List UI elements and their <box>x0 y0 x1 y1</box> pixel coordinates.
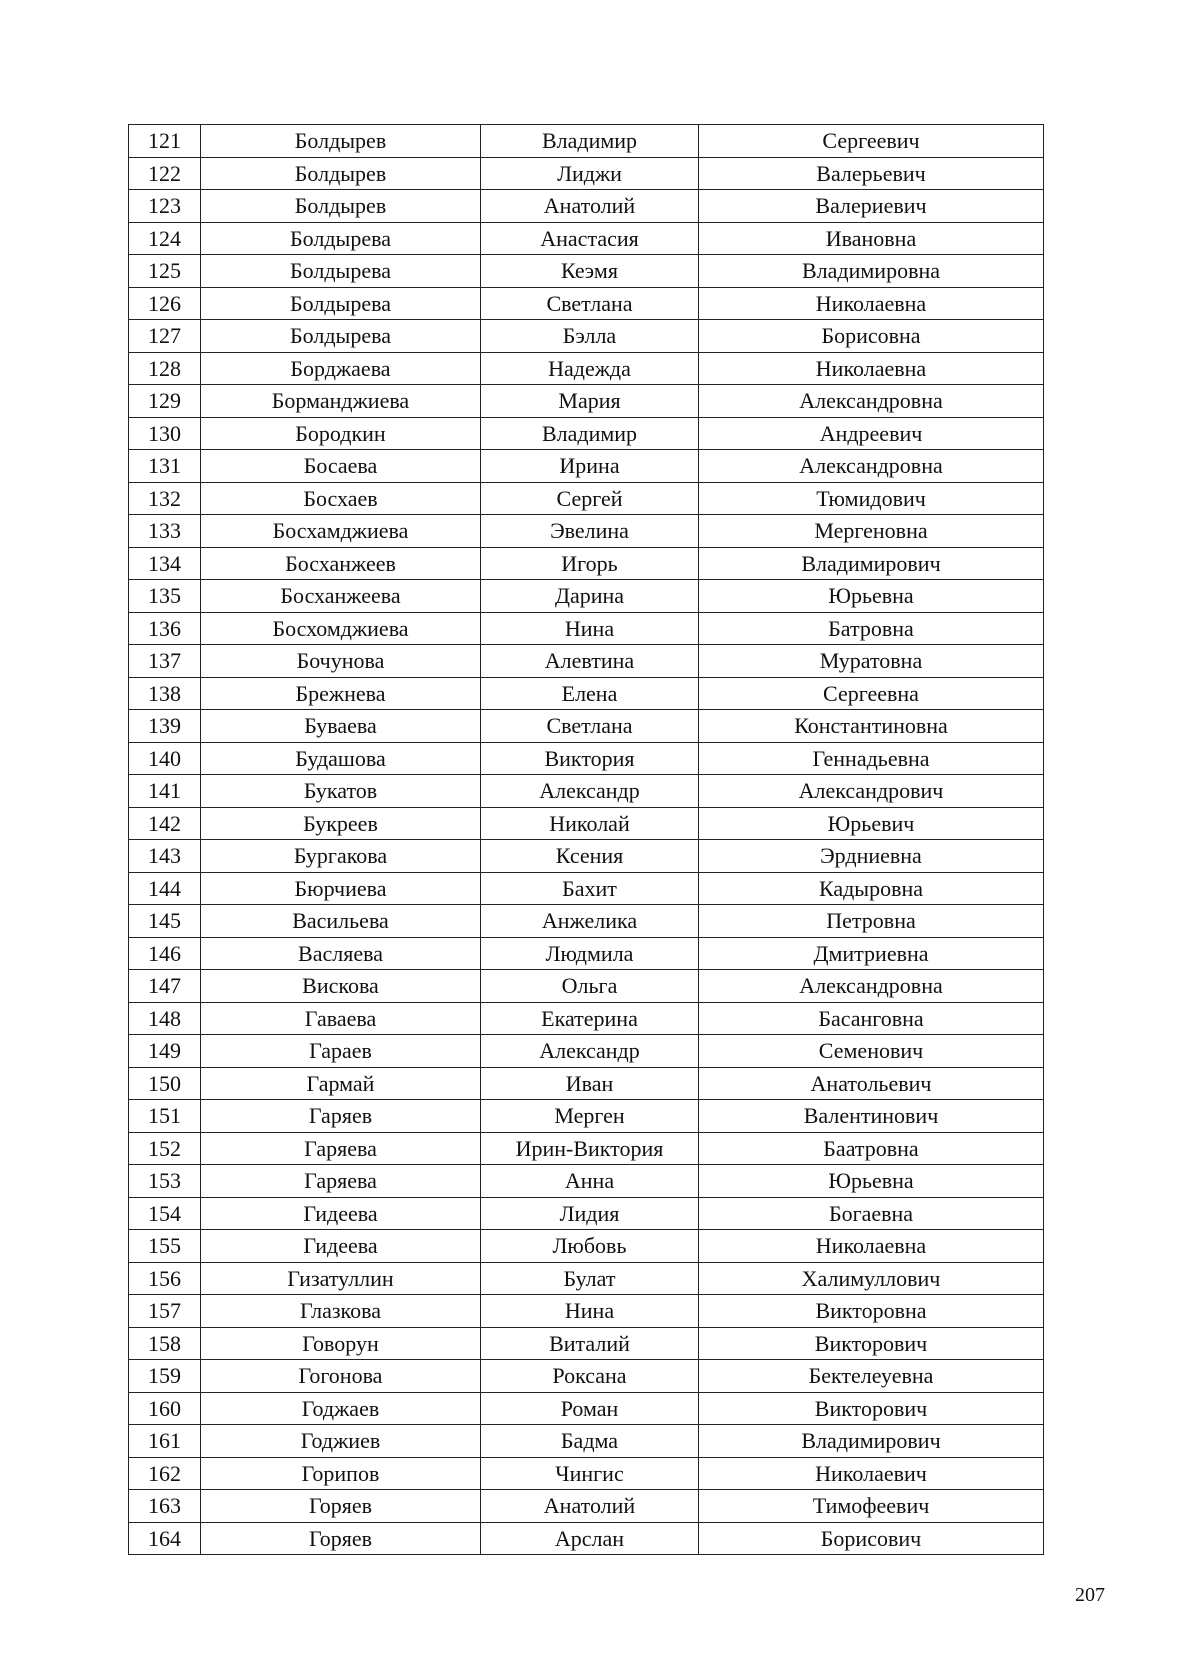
table-row <box>129 905 1044 938</box>
table-body <box>129 125 1044 1555</box>
first-name-cell: Алевтина <box>481 645 699 678</box>
last-name-cell: Букреев <box>201 807 481 840</box>
first-name-cell: Роксана <box>481 1360 699 1393</box>
last-name-cell: Болдырева <box>201 320 481 353</box>
first-name-cell: Анатолий <box>481 1490 699 1523</box>
first-name-cell: Владимир <box>481 125 699 158</box>
patronymic-cell: Батровна <box>699 612 1044 645</box>
first-name-cell: Нина <box>481 1295 699 1328</box>
patronymic-cell: Ивановна <box>699 222 1044 255</box>
first-name-cell: Арслан <box>481 1522 699 1555</box>
patronymic-cell: Борисовна <box>699 320 1044 353</box>
last-name-cell: Бюрчиева <box>201 872 481 905</box>
row-number-cell: 164 <box>129 1522 201 1555</box>
table-row <box>129 255 1044 288</box>
first-name-cell: Иван <box>481 1067 699 1100</box>
row-number-cell: 137 <box>129 645 201 678</box>
table-row <box>129 1457 1044 1490</box>
last-name-cell: Босханжеева <box>201 580 481 613</box>
row-number-cell: 131 <box>129 450 201 483</box>
first-name-cell: Любовь <box>481 1230 699 1263</box>
table-row <box>129 1197 1044 1230</box>
first-name-cell: Анатолий <box>481 190 699 223</box>
table-row <box>129 1295 1044 1328</box>
patronymic-cell: Юрьевна <box>699 1165 1044 1198</box>
last-name-cell: Букатов <box>201 775 481 808</box>
last-name-cell: Гаряев <box>201 1100 481 1133</box>
first-name-cell: Надежда <box>481 352 699 385</box>
first-name-cell: Кеэмя <box>481 255 699 288</box>
table-row <box>129 1035 1044 1068</box>
table-row <box>129 385 1044 418</box>
page-number: 207 <box>1075 1584 1105 1606</box>
row-number-cell: 121 <box>129 125 201 158</box>
row-number-cell: 126 <box>129 287 201 320</box>
first-name-cell: Мерген <box>481 1100 699 1133</box>
patronymic-cell: Баатровна <box>699 1132 1044 1165</box>
row-number-cell: 139 <box>129 710 201 743</box>
table-row <box>129 1067 1044 1100</box>
patronymic-cell: Александрович <box>699 775 1044 808</box>
row-number-cell: 129 <box>129 385 201 418</box>
first-name-cell: Елена <box>481 677 699 710</box>
row-number-cell: 123 <box>129 190 201 223</box>
row-number-cell: 146 <box>129 937 201 970</box>
last-name-cell: Горяев <box>201 1490 481 1523</box>
table-row <box>129 970 1044 1003</box>
row-number-cell: 161 <box>129 1425 201 1458</box>
last-name-cell: Будашова <box>201 742 481 775</box>
row-number-cell: 145 <box>129 905 201 938</box>
last-name-cell: Гидеева <box>201 1230 481 1263</box>
last-name-cell: Борджаева <box>201 352 481 385</box>
patronymic-cell: Валериевич <box>699 190 1044 223</box>
patronymic-cell: Дмитриевна <box>699 937 1044 970</box>
table-row <box>129 937 1044 970</box>
first-name-cell: Нина <box>481 612 699 645</box>
first-name-cell: Бахит <box>481 872 699 905</box>
last-name-cell: Болдырева <box>201 255 481 288</box>
last-name-cell: Бородкин <box>201 417 481 450</box>
last-name-cell: Болдырева <box>201 222 481 255</box>
table-row <box>129 417 1044 450</box>
patronymic-cell: Юрьевна <box>699 580 1044 613</box>
row-number-cell: 130 <box>129 417 201 450</box>
first-name-cell: Булат <box>481 1262 699 1295</box>
row-number-cell: 153 <box>129 1165 201 1198</box>
row-number-cell: 163 <box>129 1490 201 1523</box>
first-name-cell: Владимир <box>481 417 699 450</box>
first-name-cell: Сергей <box>481 482 699 515</box>
last-name-cell: Босаева <box>201 450 481 483</box>
patronymic-cell: Владимировна <box>699 255 1044 288</box>
row-number-cell: 128 <box>129 352 201 385</box>
table-row <box>129 710 1044 743</box>
table-row <box>129 222 1044 255</box>
patronymic-cell: Николаевна <box>699 352 1044 385</box>
patronymic-cell: Николаевна <box>699 1230 1044 1263</box>
first-name-cell: Александр <box>481 775 699 808</box>
row-number-cell: 135 <box>129 580 201 613</box>
patronymic-cell: Владимирович <box>699 1425 1044 1458</box>
table-row <box>129 547 1044 580</box>
row-number-cell: 132 <box>129 482 201 515</box>
table-row <box>129 775 1044 808</box>
patronymic-cell: Юрьевич <box>699 807 1044 840</box>
first-name-cell: Александр <box>481 1035 699 1068</box>
names-table <box>128 124 1044 1555</box>
row-number-cell: 127 <box>129 320 201 353</box>
row-number-cell: 151 <box>129 1100 201 1133</box>
row-number-cell: 152 <box>129 1132 201 1165</box>
patronymic-cell: Богаевна <box>699 1197 1044 1230</box>
patronymic-cell: Петровна <box>699 905 1044 938</box>
table-row <box>129 1522 1044 1555</box>
first-name-cell: Людмила <box>481 937 699 970</box>
first-name-cell: Анна <box>481 1165 699 1198</box>
table-row <box>129 190 1044 223</box>
patronymic-cell: Эрдниевна <box>699 840 1044 873</box>
patronymic-cell: Валентинович <box>699 1100 1044 1133</box>
last-name-cell: Васляева <box>201 937 481 970</box>
table-row <box>129 450 1044 483</box>
last-name-cell: Гараев <box>201 1035 481 1068</box>
last-name-cell: Гаряева <box>201 1165 481 1198</box>
last-name-cell: Борманджиева <box>201 385 481 418</box>
first-name-cell: Ольга <box>481 970 699 1003</box>
table-row <box>129 1392 1044 1425</box>
last-name-cell: Бургакова <box>201 840 481 873</box>
table-row <box>129 1425 1044 1458</box>
first-name-cell: Роман <box>481 1392 699 1425</box>
patronymic-cell: Кадыровна <box>699 872 1044 905</box>
patronymic-cell: Сергеевна <box>699 677 1044 710</box>
row-number-cell: 159 <box>129 1360 201 1393</box>
row-number-cell: 122 <box>129 157 201 190</box>
last-name-cell: Гизатуллин <box>201 1262 481 1295</box>
last-name-cell: Босхомджиева <box>201 612 481 645</box>
patronymic-cell: Борисович <box>699 1522 1044 1555</box>
table-row <box>129 840 1044 873</box>
last-name-cell: Годжаев <box>201 1392 481 1425</box>
table-row <box>129 677 1044 710</box>
last-name-cell: Бочунова <box>201 645 481 678</box>
patronymic-cell: Анатольевич <box>699 1067 1044 1100</box>
row-number-cell: 138 <box>129 677 201 710</box>
row-number-cell: 134 <box>129 547 201 580</box>
first-name-cell: Ксения <box>481 840 699 873</box>
first-name-cell: Мария <box>481 385 699 418</box>
table-row <box>129 320 1044 353</box>
first-name-cell: Николай <box>481 807 699 840</box>
row-number-cell: 147 <box>129 970 201 1003</box>
table-row <box>129 1132 1044 1165</box>
table-row <box>129 1360 1044 1393</box>
first-name-cell: Чингис <box>481 1457 699 1490</box>
table-row <box>129 515 1044 548</box>
first-name-cell: Игорь <box>481 547 699 580</box>
patronymic-cell: Викторович <box>699 1392 1044 1425</box>
row-number-cell: 150 <box>129 1067 201 1100</box>
first-name-cell: Анастасия <box>481 222 699 255</box>
row-number-cell: 141 <box>129 775 201 808</box>
patronymic-cell: Владимирович <box>699 547 1044 580</box>
first-name-cell: Ирина <box>481 450 699 483</box>
last-name-cell: Гармай <box>201 1067 481 1100</box>
last-name-cell: Болдырев <box>201 190 481 223</box>
last-name-cell: Гаваева <box>201 1002 481 1035</box>
patronymic-cell: Константиновна <box>699 710 1044 743</box>
table-row <box>129 287 1044 320</box>
patronymic-cell: Николаевич <box>699 1457 1044 1490</box>
last-name-cell: Босханжеев <box>201 547 481 580</box>
last-name-cell: Болдырев <box>201 157 481 190</box>
table-row <box>129 645 1044 678</box>
table-row <box>129 1262 1044 1295</box>
last-name-cell: Глазкова <box>201 1295 481 1328</box>
row-number-cell: 154 <box>129 1197 201 1230</box>
last-name-cell: Гаряева <box>201 1132 481 1165</box>
table-row <box>129 1327 1044 1360</box>
row-number-cell: 143 <box>129 840 201 873</box>
patronymic-cell: Викторовна <box>699 1295 1044 1328</box>
patronymic-cell: Муратовна <box>699 645 1044 678</box>
table-row <box>129 872 1044 905</box>
table-row <box>129 580 1044 613</box>
patronymic-cell: Тимофеевич <box>699 1490 1044 1523</box>
row-number-cell: 157 <box>129 1295 201 1328</box>
first-name-cell: Светлана <box>481 710 699 743</box>
row-number-cell: 158 <box>129 1327 201 1360</box>
row-number-cell: 142 <box>129 807 201 840</box>
table-row <box>129 1100 1044 1133</box>
patronymic-cell: Халимуллович <box>699 1262 1044 1295</box>
first-name-cell: Анжелика <box>481 905 699 938</box>
table-row <box>129 482 1044 515</box>
row-number-cell: 144 <box>129 872 201 905</box>
first-name-cell: Екатерина <box>481 1002 699 1035</box>
first-name-cell: Виктория <box>481 742 699 775</box>
first-name-cell: Дарина <box>481 580 699 613</box>
last-name-cell: Брежнева <box>201 677 481 710</box>
first-name-cell: Эвелина <box>481 515 699 548</box>
patronymic-cell: Александровна <box>699 970 1044 1003</box>
first-name-cell: Лидия <box>481 1197 699 1230</box>
last-name-cell: Горяев <box>201 1522 481 1555</box>
table-row <box>129 125 1044 158</box>
last-name-cell: Вискова <box>201 970 481 1003</box>
table-row <box>129 1230 1044 1263</box>
row-number-cell: 140 <box>129 742 201 775</box>
first-name-cell: Виталий <box>481 1327 699 1360</box>
row-number-cell: 124 <box>129 222 201 255</box>
last-name-cell: Гидеева <box>201 1197 481 1230</box>
patronymic-cell: Александровна <box>699 385 1044 418</box>
patronymic-cell: Мергеновна <box>699 515 1044 548</box>
table-row <box>129 1002 1044 1035</box>
row-number-cell: 155 <box>129 1230 201 1263</box>
row-number-cell: 148 <box>129 1002 201 1035</box>
last-name-cell: Босхаев <box>201 482 481 515</box>
patronymic-cell: Семенович <box>699 1035 1044 1068</box>
first-name-cell: Светлана <box>481 287 699 320</box>
first-name-cell: Бадма <box>481 1425 699 1458</box>
patronymic-cell: Викторович <box>699 1327 1044 1360</box>
last-name-cell: Буваева <box>201 710 481 743</box>
patronymic-cell: Басанговна <box>699 1002 1044 1035</box>
row-number-cell: 125 <box>129 255 201 288</box>
last-name-cell: Васильева <box>201 905 481 938</box>
patronymic-cell: Андреевич <box>699 417 1044 450</box>
table-row <box>129 352 1044 385</box>
patronymic-cell: Александровна <box>699 450 1044 483</box>
first-name-cell: Бэлла <box>481 320 699 353</box>
row-number-cell: 162 <box>129 1457 201 1490</box>
patronymic-cell: Бектелеуевна <box>699 1360 1044 1393</box>
last-name-cell: Говорун <box>201 1327 481 1360</box>
patronymic-cell: Тюмидович <box>699 482 1044 515</box>
table-row <box>129 807 1044 840</box>
patronymic-cell: Геннадьевна <box>699 742 1044 775</box>
last-name-cell: Босхамджиева <box>201 515 481 548</box>
table-row <box>129 612 1044 645</box>
row-number-cell: 133 <box>129 515 201 548</box>
table-row <box>129 157 1044 190</box>
first-name-cell: Ирин-Виктория <box>481 1132 699 1165</box>
last-name-cell: Болдырев <box>201 125 481 158</box>
row-number-cell: 156 <box>129 1262 201 1295</box>
patronymic-cell: Николаевна <box>699 287 1044 320</box>
table-row <box>129 1490 1044 1523</box>
row-number-cell: 160 <box>129 1392 201 1425</box>
row-number-cell: 149 <box>129 1035 201 1068</box>
table-row <box>129 1165 1044 1198</box>
last-name-cell: Годжиев <box>201 1425 481 1458</box>
last-name-cell: Горипов <box>201 1457 481 1490</box>
last-name-cell: Болдырева <box>201 287 481 320</box>
row-number-cell: 136 <box>129 612 201 645</box>
last-name-cell: Гогонова <box>201 1360 481 1393</box>
first-name-cell: Лиджи <box>481 157 699 190</box>
table-row <box>129 742 1044 775</box>
patronymic-cell: Сергеевич <box>699 125 1044 158</box>
patronymic-cell: Валерьевич <box>699 157 1044 190</box>
